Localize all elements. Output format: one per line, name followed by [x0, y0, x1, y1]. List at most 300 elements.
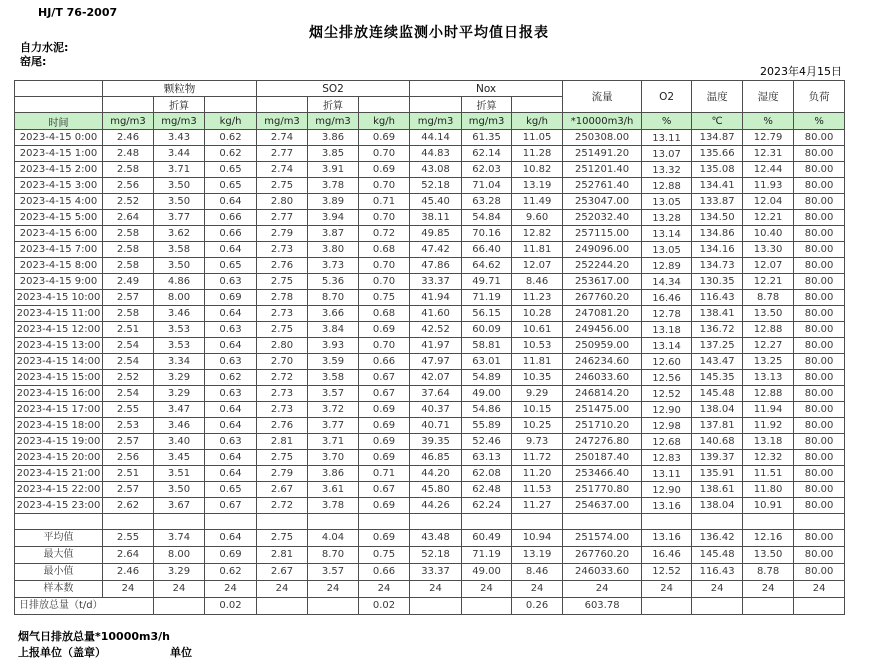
value-cell: 10.25 [512, 418, 563, 434]
value-cell: 135.91 [692, 466, 743, 482]
value-cell: 64.62 [462, 258, 512, 274]
value-cell: 45.40 [410, 194, 462, 210]
blank-cell [103, 97, 154, 113]
value-cell: 12.52 [642, 386, 692, 402]
value-cell: 3.50 [154, 194, 205, 210]
value-cell: 80.00 [794, 178, 845, 194]
value-cell: 0.65 [205, 258, 257, 274]
summary-value-cell: 24 [512, 581, 563, 598]
value-cell: 249096.00 [563, 242, 642, 258]
value-cell: 10.53 [512, 338, 563, 354]
blank-cell [205, 97, 257, 113]
unit-cell: mg/m3 [462, 113, 512, 130]
value-cell: 3.50 [154, 482, 205, 498]
value-cell: 0.70 [359, 146, 410, 162]
value-cell: 2.57 [103, 482, 154, 498]
table-row [15, 498, 845, 514]
value-cell: 2.80 [257, 338, 308, 354]
group-nox: Nox [410, 81, 563, 97]
value-cell: 80.00 [794, 194, 845, 210]
value-cell: 2.75 [257, 450, 308, 466]
value-cell: 80.00 [794, 386, 845, 402]
value-cell: 47.97 [410, 354, 462, 370]
value-cell: 0.66 [205, 226, 257, 242]
summary-value-cell: 136.42 [692, 530, 743, 547]
table-row [15, 290, 845, 306]
value-cell: 8.00 [154, 290, 205, 306]
value-cell: 13.14 [642, 226, 692, 242]
summary-value-cell: 24 [359, 581, 410, 598]
value-cell: 52.18 [410, 178, 462, 194]
summary-value-cell: 80.00 [794, 530, 845, 547]
table-row [15, 434, 845, 450]
blank-cell [205, 514, 257, 530]
value-cell: 253617.00 [563, 274, 642, 290]
value-cell: 80.00 [794, 258, 845, 274]
table-row [15, 338, 845, 354]
daily-total-value-cell [410, 598, 462, 615]
value-cell: 247081.20 [563, 306, 642, 322]
value-cell: 0.65 [205, 482, 257, 498]
value-cell: 3.61 [308, 482, 359, 498]
value-cell: 5.36 [308, 274, 359, 290]
value-cell: 134.86 [692, 226, 743, 242]
summary-value-cell: 12.16 [743, 530, 794, 547]
value-cell: 2.52 [103, 194, 154, 210]
value-cell: 2.54 [103, 338, 154, 354]
value-cell: 3.67 [154, 498, 205, 514]
value-cell: 143.47 [692, 354, 743, 370]
group-o2: O2 [642, 81, 692, 113]
value-cell: 3.29 [154, 386, 205, 402]
table-row [15, 226, 845, 242]
value-cell: 0.63 [205, 434, 257, 450]
value-cell: 2.74 [257, 162, 308, 178]
value-cell: 13.16 [642, 498, 692, 514]
summary-value-cell: 24 [257, 581, 308, 598]
time-cell: 2023-4-15 9:00 [15, 274, 103, 290]
page-title: 烟尘排放连续监测小时平均值日报表 [309, 25, 549, 41]
value-cell: 39.35 [410, 434, 462, 450]
value-cell: 3.78 [308, 178, 359, 194]
value-cell: 116.43 [692, 290, 743, 306]
value-cell: 41.94 [410, 290, 462, 306]
value-cell: 2.79 [257, 226, 308, 242]
time-cell: 2023-4-15 6:00 [15, 226, 103, 242]
value-cell: 12.82 [512, 226, 563, 242]
value-cell: 249456.00 [563, 322, 642, 338]
value-cell: 80.00 [794, 354, 845, 370]
daily-total-value-cell [794, 598, 845, 615]
value-cell: 54.84 [462, 210, 512, 226]
value-cell: 2.54 [103, 386, 154, 402]
blank-cell [359, 514, 410, 530]
summary-value-cell: 13.50 [743, 547, 794, 564]
value-cell: 0.64 [205, 242, 257, 258]
value-cell: 0.72 [359, 226, 410, 242]
value-cell: 12.27 [743, 338, 794, 354]
summary-value-cell: 3.57 [308, 564, 359, 581]
blank-cell [15, 81, 103, 97]
summary-value-cell: 0.62 [205, 564, 257, 581]
value-cell: 2.58 [103, 242, 154, 258]
time-cell: 2023-4-15 17:00 [15, 402, 103, 418]
value-cell: 2.76 [257, 258, 308, 274]
value-cell: 63.13 [462, 450, 512, 466]
value-cell: 10.28 [512, 306, 563, 322]
blank-cell [257, 97, 308, 113]
value-cell: 4.86 [154, 274, 205, 290]
value-cell: 3.50 [154, 258, 205, 274]
value-cell: 80.00 [794, 338, 845, 354]
summary-label: 样本数 [15, 581, 103, 598]
value-cell: 33.37 [410, 274, 462, 290]
summary-value-cell: 8.46 [512, 564, 563, 581]
summary-value-cell: 2.75 [257, 530, 308, 547]
value-cell: 2.80 [257, 194, 308, 210]
blank-cell [563, 514, 642, 530]
value-cell: 130.35 [692, 274, 743, 290]
value-cell: 8.78 [743, 290, 794, 306]
value-cell: 12.21 [743, 210, 794, 226]
value-cell: 10.61 [512, 322, 563, 338]
value-cell: 12.21 [743, 274, 794, 290]
value-cell: 246234.60 [563, 354, 642, 370]
value-cell: 0.71 [359, 466, 410, 482]
value-cell: 13.05 [642, 194, 692, 210]
summary-value-cell: 80.00 [794, 547, 845, 564]
value-cell: 0.64 [205, 338, 257, 354]
time-cell: 2023-4-15 20:00 [15, 450, 103, 466]
value-cell: 66.40 [462, 242, 512, 258]
value-cell: 134.41 [692, 178, 743, 194]
value-cell: 13.07 [642, 146, 692, 162]
unit-cell: mg/m3 [257, 113, 308, 130]
summary-value-cell: 2.67 [257, 564, 308, 581]
unit-cell: kg/h [512, 113, 563, 130]
value-cell: 10.91 [743, 498, 794, 514]
value-cell: 3.43 [154, 130, 205, 146]
blank-cell [642, 514, 692, 530]
value-cell: 42.07 [410, 370, 462, 386]
value-cell: 38.11 [410, 210, 462, 226]
value-cell: 62.48 [462, 482, 512, 498]
value-cell: 11.81 [512, 354, 563, 370]
value-cell: 60.09 [462, 322, 512, 338]
value-cell: 0.70 [359, 274, 410, 290]
value-cell: 80.00 [794, 466, 845, 482]
summary-value-cell: 267760.20 [563, 547, 642, 564]
value-cell: 145.35 [692, 370, 743, 386]
value-cell: 257115.00 [563, 226, 642, 242]
unit-cell: % [794, 113, 845, 130]
summary-value-cell: 4.04 [308, 530, 359, 547]
value-cell: 3.85 [308, 146, 359, 162]
value-cell: 3.46 [154, 418, 205, 434]
value-cell: 2.52 [103, 370, 154, 386]
daily-total-value-cell: 603.78 [563, 598, 642, 615]
summary-value-cell: 13.16 [642, 530, 692, 547]
value-cell: 3.87 [308, 226, 359, 242]
daily-total-value-cell [743, 598, 794, 615]
blank-cell [257, 514, 308, 530]
value-cell: 3.84 [308, 322, 359, 338]
time-cell: 2023-4-15 12:00 [15, 322, 103, 338]
value-cell: 11.27 [512, 498, 563, 514]
value-cell: 49.00 [462, 386, 512, 402]
value-cell: 58.81 [462, 338, 512, 354]
daily-total-value-cell [308, 598, 359, 615]
value-cell: 12.32 [743, 450, 794, 466]
daily-total-value-cell [642, 598, 692, 615]
value-cell: 13.05 [642, 242, 692, 258]
value-cell: 12.44 [743, 162, 794, 178]
table-row [15, 402, 845, 418]
daily-total-value-cell [154, 598, 205, 615]
time-cell: 2023-4-15 0:00 [15, 130, 103, 146]
value-cell: 11.80 [743, 482, 794, 498]
value-cell: 2.51 [103, 466, 154, 482]
time-cell: 2023-4-15 16:00 [15, 386, 103, 402]
value-cell: 251770.80 [563, 482, 642, 498]
value-cell: 253466.40 [563, 466, 642, 482]
value-cell: 11.05 [512, 130, 563, 146]
value-cell: 9.29 [512, 386, 563, 402]
value-cell: 0.64 [205, 402, 257, 418]
value-cell: 252761.40 [563, 178, 642, 194]
value-cell: 12.56 [642, 370, 692, 386]
blank-cell [103, 514, 154, 530]
nox-converted-label: 折算 [462, 97, 512, 113]
value-cell: 0.69 [359, 450, 410, 466]
summary-value-cell: 0.69 [205, 547, 257, 564]
value-cell: 2.55 [103, 402, 154, 418]
value-cell: 3.45 [154, 450, 205, 466]
daily-total-value-cell [257, 598, 308, 615]
value-cell: 251491.20 [563, 146, 642, 162]
value-cell: 80.00 [794, 498, 845, 514]
summary-value-cell: 24 [410, 581, 462, 598]
value-cell: 2.58 [103, 162, 154, 178]
value-cell: 62.14 [462, 146, 512, 162]
value-cell: 134.73 [692, 258, 743, 274]
summary-value-cell: 24 [743, 581, 794, 598]
value-cell: 2.64 [103, 210, 154, 226]
unit-cell: % [743, 113, 794, 130]
value-cell: 11.81 [512, 242, 563, 258]
summary-value-cell: 8.78 [743, 564, 794, 581]
value-cell: 62.24 [462, 498, 512, 514]
value-cell: 3.72 [308, 402, 359, 418]
value-cell: 3.91 [308, 162, 359, 178]
value-cell: 3.57 [308, 386, 359, 402]
report-date: 2023年4月15日 [760, 65, 842, 78]
value-cell: 44.14 [410, 130, 462, 146]
value-cell: 41.97 [410, 338, 462, 354]
table-row [15, 306, 845, 322]
value-cell: 47.42 [410, 242, 462, 258]
value-cell: 2.49 [103, 274, 154, 290]
value-cell: 71.04 [462, 178, 512, 194]
value-cell: 3.29 [154, 370, 205, 386]
value-cell: 140.68 [692, 434, 743, 450]
table-row [15, 386, 845, 402]
group-humidity: 湿度 [743, 81, 794, 113]
value-cell: 44.26 [410, 498, 462, 514]
value-cell: 3.44 [154, 146, 205, 162]
value-cell: 135.66 [692, 146, 743, 162]
value-cell: 9.60 [512, 210, 563, 226]
value-cell: 80.00 [794, 306, 845, 322]
value-cell: 2.56 [103, 178, 154, 194]
value-cell: 71.19 [462, 290, 512, 306]
blank-cell [308, 514, 359, 530]
value-cell: 3.77 [154, 210, 205, 226]
time-column-header: 时间 [15, 113, 103, 130]
value-cell: 3.86 [308, 466, 359, 482]
value-cell: 135.08 [692, 162, 743, 178]
value-cell: 0.63 [205, 386, 257, 402]
table-row [15, 130, 845, 146]
value-cell: 12.79 [743, 130, 794, 146]
value-cell: 137.25 [692, 338, 743, 354]
value-cell: 2.81 [257, 434, 308, 450]
value-cell: 3.94 [308, 210, 359, 226]
value-cell: 0.64 [205, 450, 257, 466]
value-cell: 246033.60 [563, 370, 642, 386]
summary-value-cell: 2.81 [257, 547, 308, 564]
value-cell: 14.34 [642, 274, 692, 290]
summary-value-cell: 52.18 [410, 547, 462, 564]
value-cell: 13.25 [743, 354, 794, 370]
value-cell: 137.81 [692, 418, 743, 434]
value-cell: 2.77 [257, 146, 308, 162]
value-cell: 3.89 [308, 194, 359, 210]
summary-value-cell: 33.37 [410, 564, 462, 581]
value-cell: 251201.40 [563, 162, 642, 178]
value-cell: 12.07 [512, 258, 563, 274]
summary-value-cell: 24 [563, 581, 642, 598]
value-cell: 0.71 [359, 194, 410, 210]
summary-value-cell: 10.94 [512, 530, 563, 547]
group-pm: 颗粒物 [103, 81, 257, 97]
pm-converted-label: 折算 [154, 97, 205, 113]
summary-value-cell: 8.00 [154, 547, 205, 564]
table-row [15, 258, 845, 274]
summary-value-cell: 0.64 [205, 530, 257, 547]
value-cell: 0.67 [359, 386, 410, 402]
value-cell: 267760.20 [563, 290, 642, 306]
time-cell: 2023-4-15 7:00 [15, 242, 103, 258]
time-cell: 2023-4-15 11:00 [15, 306, 103, 322]
value-cell: 0.70 [359, 178, 410, 194]
value-cell: 12.31 [743, 146, 794, 162]
value-cell: 80.00 [794, 450, 845, 466]
table-row [15, 418, 845, 434]
value-cell: 80.00 [794, 226, 845, 242]
group-temperature: 温度 [692, 81, 743, 113]
value-cell: 250187.40 [563, 450, 642, 466]
value-cell: 0.63 [205, 274, 257, 290]
value-cell: 2.79 [257, 466, 308, 482]
footer-report-unit-label: 上报单位（盖章） [18, 646, 106, 659]
value-cell: 13.32 [642, 162, 692, 178]
value-cell: 3.71 [154, 162, 205, 178]
value-cell: 2.58 [103, 258, 154, 274]
value-cell: 138.61 [692, 482, 743, 498]
value-cell: 41.60 [410, 306, 462, 322]
value-cell: 12.60 [642, 354, 692, 370]
daily-total-value-cell [692, 598, 743, 615]
value-cell: 2.73 [257, 386, 308, 402]
value-cell: 2.75 [257, 274, 308, 290]
value-cell: 13.30 [743, 242, 794, 258]
value-cell: 3.53 [154, 322, 205, 338]
value-cell: 0.64 [205, 418, 257, 434]
value-cell: 11.53 [512, 482, 563, 498]
time-cell: 2023-4-15 13:00 [15, 338, 103, 354]
blank-cell [15, 514, 103, 530]
value-cell: 0.66 [205, 210, 257, 226]
table-row [15, 450, 845, 466]
value-cell: 63.28 [462, 194, 512, 210]
standard-code: HJ/T 76-2007 [38, 6, 118, 19]
value-cell: 2.74 [257, 130, 308, 146]
value-cell: 0.67 [359, 370, 410, 386]
value-cell: 3.73 [308, 258, 359, 274]
value-cell: 80.00 [794, 290, 845, 306]
summary-value-cell: 246033.60 [563, 564, 642, 581]
value-cell: 0.65 [205, 178, 257, 194]
group-load: 负荷 [794, 81, 845, 113]
summary-value-cell: 0.75 [359, 547, 410, 564]
value-cell: 13.18 [642, 322, 692, 338]
value-cell: 44.20 [410, 466, 462, 482]
blank-cell [154, 514, 205, 530]
value-cell: 0.68 [359, 242, 410, 258]
blank-cell [410, 97, 462, 113]
value-cell: 13.28 [642, 210, 692, 226]
summary-value-cell: 2.46 [103, 564, 154, 581]
table-row [15, 354, 845, 370]
summary-value-cell: 2.55 [103, 530, 154, 547]
blank-cell [512, 514, 563, 530]
value-cell: 42.52 [410, 322, 462, 338]
value-cell: 0.62 [205, 146, 257, 162]
value-cell: 2.75 [257, 322, 308, 338]
value-cell: 3.58 [308, 370, 359, 386]
value-cell: 0.69 [359, 322, 410, 338]
value-cell: 10.82 [512, 162, 563, 178]
unit-cell: mg/m3 [103, 113, 154, 130]
value-cell: 3.71 [308, 434, 359, 450]
station-name: 窑尾: [20, 55, 47, 68]
value-cell: 13.11 [642, 130, 692, 146]
summary-value-cell: 24 [692, 581, 743, 598]
value-cell: 12.88 [743, 386, 794, 402]
group-flow: 流量 [563, 81, 642, 113]
daily-total-row [15, 598, 845, 615]
summary-value-cell: 24 [205, 581, 257, 598]
summary-row [15, 581, 845, 598]
time-cell: 2023-4-15 4:00 [15, 194, 103, 210]
value-cell: 11.23 [512, 290, 563, 306]
summary-value-cell: 251574.00 [563, 530, 642, 547]
blank-cell [512, 97, 563, 113]
value-cell: 0.67 [205, 498, 257, 514]
value-cell: 2.75 [257, 178, 308, 194]
summary-value-cell: 24 [642, 581, 692, 598]
